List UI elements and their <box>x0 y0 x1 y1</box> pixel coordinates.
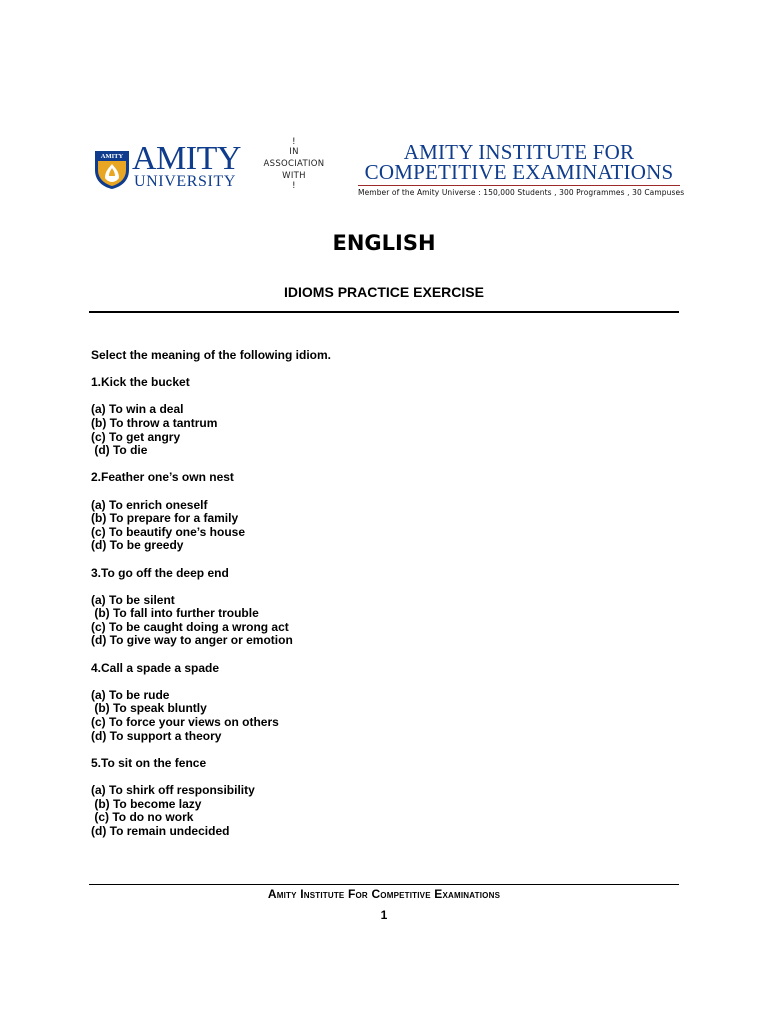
answer-option: (a) To enrich oneself <box>91 497 208 512</box>
answer-option: (a) To win a deal <box>91 402 184 417</box>
svg-text:AMITY: AMITY <box>100 153 124 160</box>
answer-option: (b) To throw a tantrum <box>91 415 218 430</box>
question-text: 1.Kick the bucket <box>91 375 190 390</box>
answer-option: (c) To force your views on others <box>91 715 279 730</box>
association-line: ASSOCIATION <box>263 159 325 169</box>
letterhead <box>90 137 685 208</box>
association-top-mark: ! <box>292 137 296 147</box>
aice-member-text: Member of the Amity Universe : 150,000 Students , 300 Programmes , 30 Campuses <box>358 188 685 197</box>
question-4 <box>91 662 651 744</box>
exercise-content <box>91 349 651 852</box>
answer-option: (a) To shirk off responsibility <box>91 783 255 797</box>
aice-logo-rule <box>358 185 680 186</box>
answer-option: (c) To do no work <box>91 810 194 825</box>
amity-logo-name: AMITY <box>132 140 241 177</box>
question-text: 2.Feather one’s own nest <box>91 470 234 485</box>
answer-option: (d) To die <box>91 443 148 458</box>
answer-option: (c) To be caught doing a wrong act <box>91 619 289 634</box>
association-line: WITH <box>282 171 306 181</box>
title-divider <box>89 311 679 313</box>
answer-option: (b) To prepare for a family <box>91 511 239 526</box>
question-text: 4.Call a spade a spade <box>91 660 220 675</box>
aice-logo <box>358 140 685 197</box>
footer-institute-name: Amity Institute For Competitive Examinations <box>267 887 501 901</box>
amity-university-logo <box>90 140 250 194</box>
question-1 <box>91 376 651 458</box>
answer-option: (b) To speak bluntly <box>91 701 207 716</box>
instruction-text: Select the meaning of the following idiom. <box>91 348 332 362</box>
answer-option: (c) To beautify one’s house <box>91 524 246 539</box>
aice-logo-line1: AMITY INSTITUTE FOR <box>403 140 635 164</box>
answer-option: (d) To be greedy <box>91 538 184 553</box>
answer-option: (b) To become lazy <box>91 796 202 811</box>
question-text: 3.To go off the deep end <box>91 565 229 580</box>
answer-option: (d) To support a theory <box>91 728 222 743</box>
association-line: IN <box>289 147 299 157</box>
document-title: ENGLISH <box>332 231 436 255</box>
association-bottom-mark: ! <box>292 181 296 191</box>
question-5 <box>91 757 651 839</box>
answer-option: (d) To remain undecided <box>91 823 230 838</box>
amity-shield-icon <box>93 148 131 190</box>
question-2 <box>91 471 651 553</box>
document-subtitle: IDIOMS PRACTICE EXERCISE <box>284 284 484 300</box>
footer-divider <box>89 884 679 885</box>
answer-option: (a) To be rude <box>91 687 170 702</box>
association-note <box>258 138 330 190</box>
answer-option: (a) To be silent <box>91 592 175 607</box>
aice-logo-line2: COMPETITIVE EXAMINATIONS <box>364 160 674 184</box>
answer-option: (c) To get angry <box>91 429 181 444</box>
question-text: 5.To sit on the fence <box>91 755 207 770</box>
answer-option: (d) To give way to anger or emotion <box>91 633 293 648</box>
amity-logo-subname: UNIVERSITY <box>134 173 236 190</box>
page-number: 1 <box>380 908 388 922</box>
question-3 <box>91 567 651 649</box>
answer-option: (b) To fall into further trouble <box>91 606 259 621</box>
